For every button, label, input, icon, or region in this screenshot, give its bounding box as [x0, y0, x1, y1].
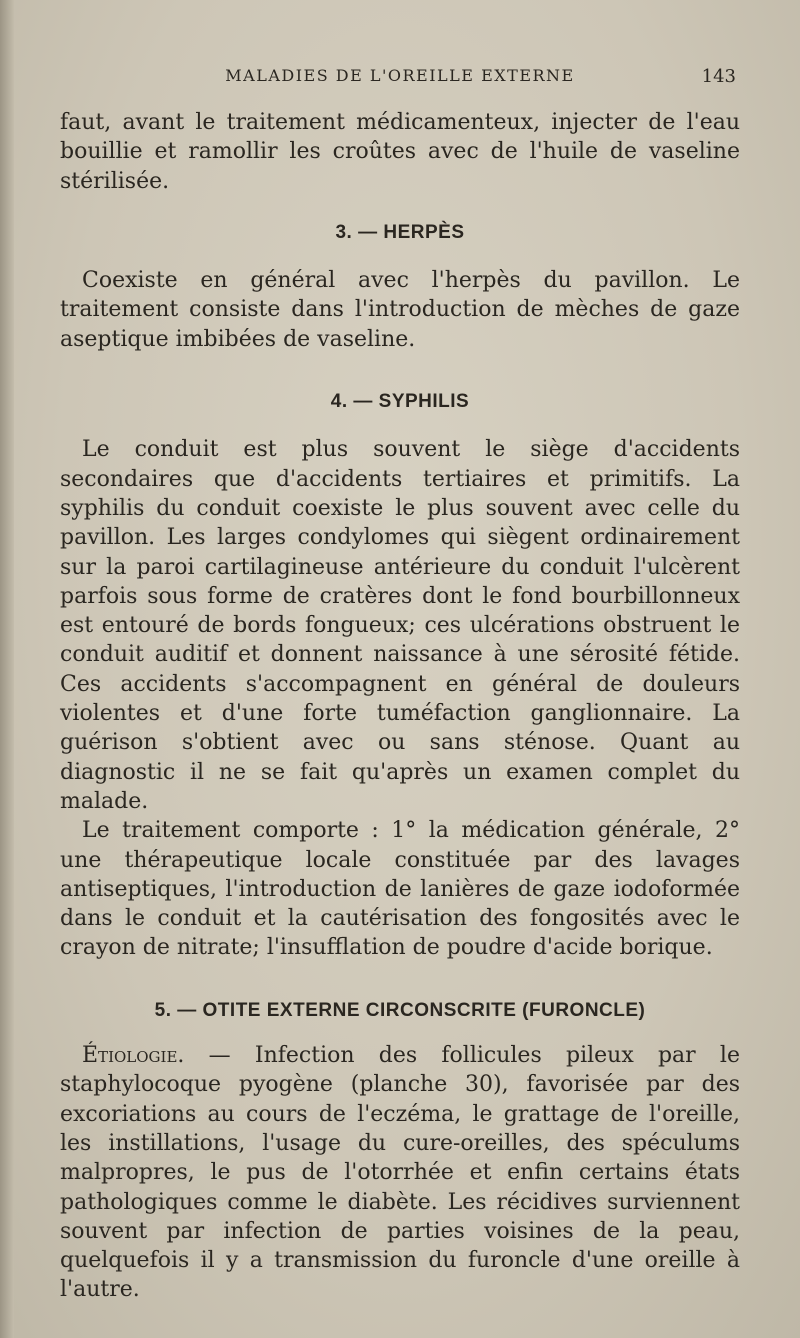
page-body: [60, 108, 740, 1305]
section-heading-syphilis: 4. — SYPHILIS: [330, 391, 470, 413]
running-head: MALADIES DE L'OREILLE EXTERNE: [225, 66, 575, 85]
syphilis-paragraph-1: Le conduit est plus souvent le siège d'accidents secondaires que d'accidents tertiaires et primitifs. La syphilis du conduit coexiste le plus souvent avec celle du pavillon. Les larges condylomes qui siègent ordinairement sur la paroi cartilagineuse antérieure du conduit l'ulcèrent parfois sous forme de cratères dont le fond bourbillonneux est entouré de bords fongueux; ces ulcérations obstruent le conduit auditif et donnent naissance à une sérosité fétide. Ces accidents s'accompagnent en général de douleurs violentes et d'une forte tuméfaction ganglionnaire. La guérison s'obtient avec ou sans sténose. Quant au diagnostic il ne se fait qu'après un examen complet du malade.: [60, 437, 740, 814]
intro-paragraph: faut, avant le traitement médicamenteux, injecter de l'eau bouillie et ramollir les croûtes avec de l'huile de vaseline stérilisée.: [60, 110, 740, 194]
section-heading-otite: 5. — OTITE EXTERNE CIRCONSCRITE (FURONCLE): [154, 999, 646, 1021]
otite-text: — Infection des follicules pileux par le staphylocoque pyogène (planche 30), favorisée par des excoriations au cours de l'eczéma, le grattage de l'oreille, les instillations, l'usage du cure-oreilles, des spéculums malpropres, le pus de l'otorrhée et enfin certains états pathologiques comme le diabète. Les récidives surviennent souvent par infection de parties voisines de la peau, quelquefois il y a transmission du furoncle d'une oreille à l'autre.: [60, 1043, 740, 1303]
section-heading-herpes: 3. — HERPÈS: [335, 221, 465, 243]
page-number: 143: [701, 66, 736, 87]
otite-paragraph: [60, 1041, 740, 1305]
page-header: [0, 60, 800, 100]
etiologie-label: Étiologie.: [82, 1043, 185, 1069]
syphilis-paragraph-2: Le traitement comporte : 1° la médication générale, 2° une thérapeutique locale constituée par des lavages antiseptiques, l'introduction de lanières de gaze iodoformée dans le conduit et la cautérisation des fongosités avec le crayon de nitrate; l'insufflation de poudre d'acide borique.: [60, 818, 740, 961]
herpes-paragraph: Coexiste en général avec l'herpès du pavillon. Le traitement consiste dans l'introduction de mèches de gaze aseptique imbibées de vaseline.: [60, 268, 740, 352]
page-binding-edge: [0, 0, 14, 1338]
